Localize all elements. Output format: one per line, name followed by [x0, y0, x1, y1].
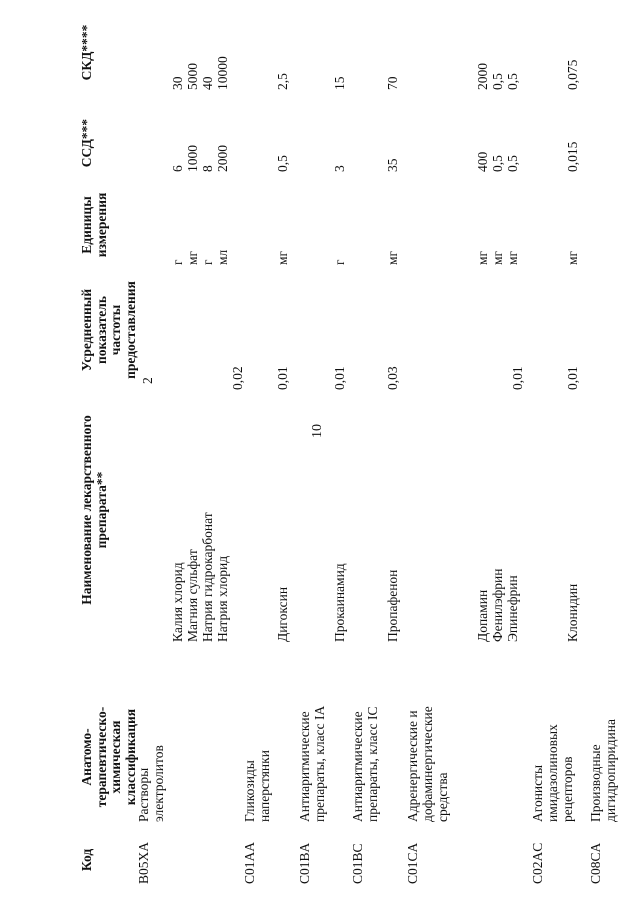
skd-value: 15	[332, 76, 347, 90]
drug-name: Допамин	[475, 589, 490, 642]
row-atc: Адренергические и дофаминергические средства	[405, 706, 450, 822]
skd-value: 2,5	[275, 73, 290, 90]
skd-value: 70	[385, 76, 400, 90]
ssd-value: 0,5	[505, 155, 520, 172]
unit-value: г	[200, 259, 215, 265]
drug-name: Калия хлорид	[170, 562, 185, 642]
row-code: C01BA	[297, 842, 312, 884]
row-atc: Гликозиды наперстянки	[242, 750, 272, 822]
drug-name: Эпинефрин	[505, 575, 520, 642]
header-unit: Единицы измерения	[79, 192, 109, 258]
row-atc: Растворы электролитов	[136, 745, 166, 822]
unit-value: мг	[475, 250, 490, 265]
unit-value: мг	[505, 250, 520, 265]
header-skd: СКД****	[79, 24, 94, 81]
ssd-value: 6	[170, 165, 185, 172]
header-frequency-mark: 2	[140, 377, 155, 384]
frequency-value: 0,01	[510, 366, 525, 390]
header-frequency: Усредненный показатель частоты предоставления	[79, 281, 138, 379]
ssd-value: 400	[475, 151, 490, 172]
ssd-value: 2000	[215, 145, 230, 172]
drug-name: Клонидин	[565, 583, 580, 642]
ssd-value: 8	[200, 165, 215, 172]
unit-value: г	[170, 259, 185, 265]
skd-value: 0,5	[505, 73, 520, 90]
skd-value: 0,5	[490, 73, 505, 90]
frequency-value: 0,01	[332, 366, 347, 390]
row-code: C01CA	[405, 842, 420, 884]
page-number: 10	[310, 424, 325, 438]
frequency-value: 0,01	[275, 366, 290, 390]
unit-value: мг	[490, 250, 505, 265]
drug-name: Натрия хлорид	[215, 555, 230, 642]
unit-value: мл	[215, 249, 230, 265]
skd-value: 0,075	[565, 59, 580, 90]
unit-value: мг	[275, 250, 290, 265]
row-atc: Производные дигидропиридина	[588, 719, 618, 822]
header-code: Код	[79, 848, 94, 872]
row-code: C01BC	[350, 843, 365, 884]
row-code: C01AA	[242, 841, 257, 884]
drug-name: Магния сульфат	[185, 549, 200, 642]
unit-value: г	[332, 259, 347, 265]
skd-value: 10000	[215, 56, 230, 90]
drug-name: Дигоксин	[275, 586, 290, 642]
row-code: C08CA	[588, 842, 603, 884]
frequency-value: 0,02	[230, 366, 245, 390]
skd-value: 2000	[475, 63, 490, 90]
ssd-value: 0,015	[565, 141, 580, 172]
ssd-value: 0,5	[275, 155, 290, 172]
skd-value: 30	[170, 76, 185, 90]
ssd-value: 0,5	[490, 155, 505, 172]
header-drug: Наименование лекарственного препарата**	[79, 415, 109, 605]
header-ssd: ССД***	[79, 118, 94, 168]
row-atc: Антиаритмические препараты, класс IC	[350, 706, 380, 822]
header-atc: Анатомо-терапевтическо-химическая классификация	[79, 706, 138, 808]
row-atc: Антиаритмические препараты, класс IA	[297, 705, 327, 822]
unit-value: мг	[565, 250, 580, 265]
drug-name: Фенилэфрин	[490, 568, 505, 642]
skd-value: 5000	[185, 63, 200, 90]
unit-value: мг	[385, 250, 400, 265]
unit-value: мг	[185, 250, 200, 265]
ssd-value: 3	[332, 165, 347, 172]
drug-name: Прокаинамид	[332, 563, 347, 642]
skd-value: 40	[200, 76, 215, 90]
frequency-value: 0,03	[385, 366, 400, 390]
frequency-value: 0,01	[565, 366, 580, 390]
row-atc: Агонисты имидазолиновых рецепторов	[530, 724, 575, 822]
ssd-value: 1000	[185, 145, 200, 172]
rotated-table	[70, 10, 630, 890]
row-code: B05XA	[136, 841, 151, 884]
ssd-value: 35	[385, 158, 400, 172]
drug-name: Пропафенон	[385, 569, 400, 642]
drug-name: Натрия гидрокарбонат	[200, 512, 215, 642]
row-code: C02AC	[530, 842, 545, 884]
